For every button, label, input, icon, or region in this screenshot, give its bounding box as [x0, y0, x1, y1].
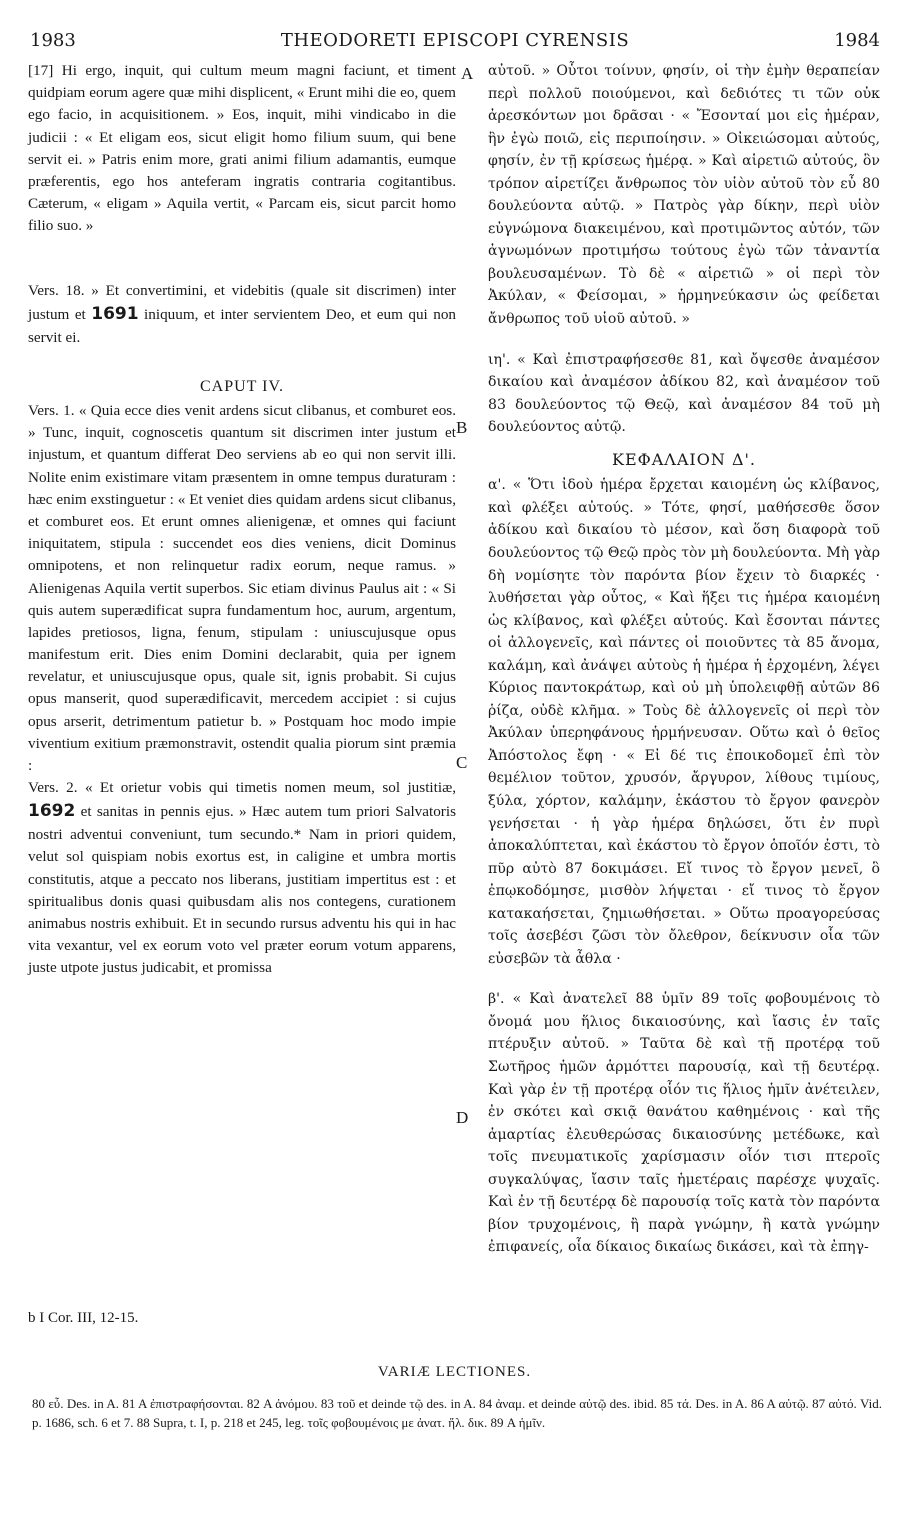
margin-marker-b: B [456, 418, 468, 437]
variae-lectiones-text: 80 εὖ. Des. in A. 81 A ἐπιστραφήσονται. 82 A ἀνόμου. 83 τοῦ et deinde τῷ des. in A. 84 ἀναμ. et deinde αὐτῷ des. ibid. 85 τά. Des. in A. 86 A αὐτῷ. 87 αὐτό. Vid. p. 1686, sch. 6 et 7. 88 Supra, t. I, p. 218 et 245, leg. τοῖς φοβουμένοις με ἀνατ. ἥλ. δικ. 89 A ἡμῖν. [32, 1396, 882, 1430]
running-header [30, 30, 880, 60]
latin-paragraph-4 [28, 777, 456, 979]
latin-chapter-heading: CAPUT IV. [200, 377, 284, 395]
latin-verse-18-part-b: iniquum, et inter servientem Deo, et eum qui non servit ei. [28, 305, 457, 346]
margin-marker-a: A [461, 64, 474, 83]
latin-verse-2-part-a: Vers. 2. « Et orietur vobis qui timetis nomen meum, sol justitiæ, [28, 779, 456, 797]
latin-paragraph-1: [17] Hi ergo, inquit, qui cultum meum magni faciunt, et timent quidpiam eorum agere quæ mihi displicent, « Erunt mihi die eo, quem ego facio, in acquisitionem. » Eos, inquit, mihi vindicabo in die judicii : « Et eligam eos, sicut eligit homo filium suum, qui bene servit ei. » Patris enim more, grati animi filium adamantis, eumque præferentis, ego hos anteferam ingratis contraria cogitantibus. Cæterum, « eligam » Aquila vertit, « Parcam eis, sicut parcit homo filio suo. » [28, 62, 456, 235]
left-column-number: 1983 [30, 30, 76, 51]
running-title: THEODORETI EPISCOPI CYRENSIS [280, 30, 630, 51]
margin-marker-c: C [456, 753, 468, 772]
latin-paragraph-2 [28, 280, 456, 349]
migne-column-number-1691: 1691 [91, 303, 139, 324]
greek-paragraph-1: αὐτοῦ. » Οὗτοι τοίνυν, φησίν, οἱ τὴν ἐμὴν θεραπείαν περὶ πολλοῦ ποιούμενοι, καὶ δεδιότες τι τῶν οὐκ ἀρεσκόντων μοι δρᾶσαι · « Ἔσονταί μοι εἰς ἡμέραν, ἣν ἐγὼ ποιῶ, εἰς περιποίησιν. » Οἰκειώσομαι αὐτούς, φησίν, ἐν τῇ κρίσεως ἡμέρᾳ. » Καὶ αἱρετιῶ αὐτούς, ὃν τρόπον αἱρετίζει ἄνθρωπος τὸν υἱὸν αὐτοῦ τὸν εὖ 80 δουλεύοντα αὐτῷ. » Πατρὸς γὰρ δίκην, περὶ υἱὸν εὐγνώμονα διακειμένου, καὶ προτιμῶντος αὐτόν, τῶν ἀγνωμόνων προτιμήσω τούτους ἐγὼ τῶν τἀναντία βουλευσαμένων. Τὸ δὲ « αἱρετιῶ » οἱ περὶ τὸν Ἀκύλαν, « Φείσομαι, » ἡρμηνεύκασιν ὡς φείδεται ἄνθρωπος τοῦ υἱοῦ αὐτοῦ. » [488, 63, 880, 328]
migne-column-number-1692: 1692 [28, 801, 76, 822]
latin-column [28, 60, 456, 980]
greek-chapter-heading: ΚΕΦΑΛΑΙΟΝ Δ'. [612, 449, 756, 469]
latin-verse-2-part-b: et sanitas in pennis ejus. » Hæc autem tum priori Salvatoris nostri adventui conveniunt, tum secundo.* Nam in priori quidem, velut sol quispiam nobis exortus est, in caligine et umbra mortis constitutis, atque a peccato nos liberans, justitiam impertitus est : et spiritualibus donis quasi quibusdam alis nos contegens, curationem animabus nostris exhibuit. Et in secundo rursus adventu his qui in hac vita vexantur, vel ex eorum voto vel præter eorum votum apparens, juste utpote justus judicabit, et promissa [28, 803, 456, 977]
variae-lectiones-title: VARIÆ LECTIONES. [377, 1364, 532, 1380]
margin-marker-d: D [456, 1108, 469, 1127]
greek-paragraph-4: β'. « Καὶ ἀνατελεῖ 88 ὑμῖν 89 τοῖς φοβουμένοις τὸ ὄνομά μου ἥλιος δικαιοσύνης, καὶ ἴασις ἐν ταῖς πτέρυξιν αὐτοῦ. » Ταῦτα δὲ καὶ τῇ προτέρᾳ τοῦ Σωτῆρος ἡμῶν ἁρμόττει παρουσίᾳ, καὶ τῇ δευτέρᾳ. Καὶ γὰρ ἐν τῇ προτέρᾳ οἷόν τις ἥλιος ἡμῖν ἀνέτειλεν, ἐν σκότει καὶ σκιᾷ θανάτου καθημένοις · καὶ τῆς ἁμαρτίας ἐλευθερώσας δικαιοσύνης μετέδωκε, καὶ τοῖς πνευματικοῖς χαρίσμασιν οἷόν τισι πτεροῖς συγκαλύψας, ἴασιν ταῖς ἡμετέραις παρέσχε ψυχαῖς. Καὶ ἐν τῇ δευτέρᾳ δὲ παρουσίᾳ τοῖς κατὰ τὸν παρόντα βίον τρυχομένοις, ἢ παρὰ γνώμην, ἢ κατὰ γνώμην ἐπιφανείς, οἷα δίκαιος δικαίως δικάσει, καὶ τὰ ἐπηγ- [488, 991, 880, 1256]
latin-paragraph-3: Vers. 1. « Quia ecce dies venit ardens sicut clibanus, et comburet eos. » Tunc, inquit, cognoscetis quantum sit discrimen inter justum et injustum, et quantum differat Deo serviens ab eo qui non servit illi. Nolite enim existimare vitam præsentem in omne tempus duraturam : hæc enim exstinguetur : « Et veniet dies quidam ardens sicut clibanus, et comburet eos. Et erunt omnes alienigenæ, et omnes qui faciunt iniquitatem, stipula : succendet eos dies veniens, dicit Dominus omnipotens, et non relinquetur radix eorum, neque ramus. » Alienigenas Aquila vertit superbos. Sic etiam divinus Paulus ait : « Si quis autem superædificat supra fundamentum hoc, aurum, argentum, lapides pretiosos, ligna, fenum, stipulam : uniuscujusque opus manifestum erit. Dies enim Domini declarabit, quia per ignem revelatur, et uniuscujusque opus, quale sit, ignis probabit. Si cujus opus manserit, quod superædificavit, mercedem accipiet : si cujus opus arserit, detrimentum patietur b. » Postquam hoc modo impie viventium exitium præmonstravit, ostendit qualia piorum sint præmia : [28, 402, 456, 775]
right-column-number: 1984 [834, 30, 880, 51]
greek-column [488, 60, 880, 1259]
greek-paragraph-2: ιη'. « Καὶ ἐπιστραφήσεσθε 81, καὶ ὄψεσθε ἀναμέσον δικαίου καὶ ἀναμέσον ἀδίκου 82, καὶ ἀναμέσον τοῦ 83 δουλεύοντος τῷ Θεῷ, καὶ ἀναμέσον 84 τοῦ μὴ δουλεύοντος αὐτῷ. [488, 351, 880, 436]
footnote: b I Cor. III, 12-15. [28, 1310, 139, 1326]
latin-verse-18-part-a: Vers. 18. » Et convertimini, et videbitis (quale sit discrimen) inter justum et [28, 281, 456, 323]
greek-paragraph-3: α'. « Ὅτι ἰδοὺ ἡμέρα ἔρχεται καιομένη ὡς κλίβανος, καὶ φλέξει αὐτούς. » Τότε, φησί, μαθήσεσθε ὅσον ἀδίκου καὶ δικαίου τὸ μέσον, καὶ ὅση διαφορὰ τοῦ δουλεύοντος τῷ Θεῷ πρὸς τὸν μὴ δουλεύοντα. Μὴ γὰρ δὴ νομίσητε τὸν παρόντα βίον ἔχειν τὸ διαρκές · λυθήσεται γὰρ οὗτος, « Καὶ ἥξει τις ἡμέρα καιομένη ὡς κλίβανος, καὶ φλέξει αὐτούς. Καὶ ἔσονται πάντες οἱ ἀλλογενεῖς, καὶ πάντες οἱ ποιοῦντες τὰ 85 ἄνομα, καλάμη, καὶ ἀνάψει αὐτοὺς ἡ ἡμέρα ἡ ἐρχομένη, λέγει Κύριος παντοκράτωρ, καὶ οὐ μὴ ὑπολειφθῇ αὐτῶν 86 ῥίζα, οὐδὲ κλῆμα. » Τοὺς δὲ ἀλλογενεῖς οἱ περὶ τὸν Ἀκύλαν ὑπερηφάνους ἡρμήνευσαν. Οὕτω καὶ ὁ θεῖος Ἀπόστολος ἔφη · « Εἰ δέ τις ἐποικοδομεῖ ἐπὶ τὸν θεμέλιον τοῦτον, χρυσόν, ἄργυρον, λίθους τιμίους, ξύλα, χόρτον, καλάμην, ἑκάστου τὸ ἔργον φανερὸν γενήσεται · ἡ γὰρ ἡμέρα δηλώσει, ὅτι ἐν πυρὶ ἀποκαλύπτεται, καὶ ἑκάστου τὸ ἔργον ὁποῖόν ἐστι, τὸ πῦρ αὐτὸ 87 δοκιμάσει. Εἴ τινος τὸ ἔργον μενεῖ, ὃ ἐπῳκοδόμησε, μισθὸν λήψεται · εἴ τινος τὸ ἔργον κατακαήσεται, ζημιωθήσεται. » Οὕτω προαγορεύσας τοῖς ἀσεβέσι ζῶσι τὸν ὄλεθρον, δείκνυσιν οἷα τῶν εὐσεβῶν τὰ ἆθλα · [488, 477, 880, 967]
